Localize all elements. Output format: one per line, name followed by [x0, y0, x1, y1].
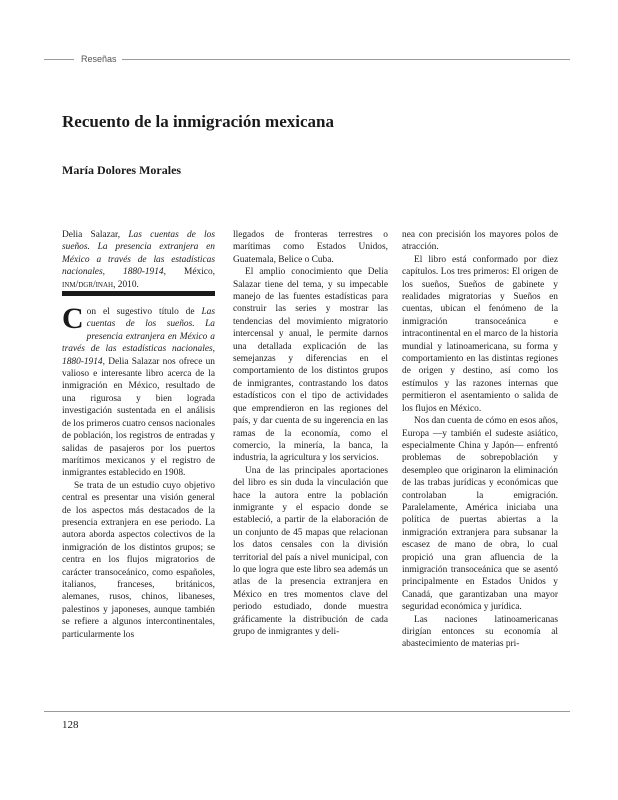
- paragraph-text: , Delia Salazar nos ofrece un valioso e interesante libro acerca de la inmigración en México, resultado de una rigurosa y bien lograda investigación sustentada en el análisis de los primeros cuatro censos nacionales de población, los registros de entradas y salidas de pasajeros por los puertos marítimos mexicanos y el registro de inmigrantes establecido en 1908.: [62, 356, 215, 479]
- section-label: Reseñas: [81, 54, 117, 64]
- article-title: Recuento de la inmigración mexicana: [62, 112, 334, 131]
- reference-title: Las cuentas de los sueños. La presencia extranjera en México a través de las estadísticas nacionales, 1880-1914: [62, 230, 215, 278]
- drop-cap: C: [62, 302, 84, 336]
- reference-author: Delia Salazar,: [62, 230, 129, 240]
- paragraph: [62, 302, 215, 480]
- paragraph: Nos dan cuenta de cómo en esos años, Europa —y también el sudeste asiático, especialmente China y Japón— enfrentó problemas de sobrepoblación y desempleo que originaron la eliminación de las trabas jurídicas y económicas que controlaban la emigración. Paralelamente, América iniciaba una política de puertas abiertas a la inmigración extranjera para subsanar la escasez de mano de obra, lo cual propició una gran afluencia de la inmigración transoceánica que se asentó principalmente en Estados Unidos y Canadá, que garantizaban una mayor seguridad económica y jurídica.: [402, 416, 558, 613]
- reference-year: , 2010.: [113, 279, 139, 290]
- paragraph: Las naciones latinoamericanas dirigían entonces su economía al abastecimiento de materias pri-: [402, 614, 558, 650]
- reference-place: , México,: [163, 267, 215, 278]
- column-1: [62, 229, 215, 641]
- reference-publisher: inm/dgr/inah: [62, 279, 114, 290]
- footer-rule: [44, 711, 570, 712]
- article-author: María Dolores Morales: [62, 163, 182, 177]
- book-title-inline: Las cuentas de los sueños. La presencia extranjera en México a través de las estadísticas nacionales, 1880-1914: [62, 307, 215, 367]
- paragraph: Una de las principales aportaciones del libro es sin duda la vinculación que hace la autora entre la población inmigrante y el espacio donde se estableció, a partir de la elaboración de un conjunto de 45 mapas que relacionan los datos censales con la división territorial del país a nivel municipal, con lo que logra que este libro sea además un atlas de la presencia extranjera en México en tres momentos clave del periodo estudiado, donde muestra gráficamente la distribución de cada grupo de inmigrantes y deli-: [233, 465, 388, 637]
- paragraph: llegados de fronteras terrestres o marítimas como Estados Unidos, Guatemala, Belice o Cuba.: [233, 230, 388, 265]
- header-rule-left: [44, 59, 74, 60]
- column-3: [402, 229, 558, 651]
- book-reference: [62, 229, 215, 291]
- paragraph: El amplio conocimiento que Delia Salazar tiene del tema, y su impecable manejo de las fuentes estadísticas para construir las series y mostrar las tendencias del movimiento migratorio intercensal y anual, le permite darnos una detallada explicación de las semejanzas y diferencias en el comportamiento de los distintos grupos de inmigrantes, contrastando los datos estadísticos con el tipo de actividades que emprendieron en las regiones del país, y dar cuenta de su ingerencia en las ramas de la economía, como el comercio, la minería, la banca, la industria, la agricultura y los servicios.: [233, 267, 388, 464]
- paragraph: nea con precisión los mayores polos de atracción.: [402, 230, 558, 253]
- paragraph: El libro está conformado por diez capítulos. Los tres primeros: El origen de los sueños, Sueños de gabinete y realidades migratorias y Sueños en cuentas, ubican el fenómeno de la inmigración transoceánica e intracontinental en el marco de la historia mundial y latinoamericana, su forma y comportamiento en las distintas regiones de origen y destino, así como los estímulos y las razones internas que permitieron el asentamiento o salida de los flujos en México.: [402, 254, 558, 414]
- paragraph: Se trata de un estudio cuyo objetivo central es presentar una visión general de los aspectos más destacados de la presencia extranjera en ese periodo. La autora aborda aspectos colectivos de la inmigración de los distintos grupos; se centra en los flujos migratorios de carácter transoceánico, como españoles, italianos, franceses, británicos, alemanes, rusos, chinos, libaneses, palestinos y japoneses, aunque también se refiere a algunos intercontinentales, particularmente los: [62, 480, 215, 640]
- paragraph-text: on el sugestivo título de: [86, 307, 202, 318]
- running-header: [0, 52, 618, 66]
- header-rule-right: [122, 59, 570, 60]
- column-2: [233, 229, 388, 638]
- section-divider: [62, 291, 215, 296]
- page-number: 128: [62, 719, 79, 731]
